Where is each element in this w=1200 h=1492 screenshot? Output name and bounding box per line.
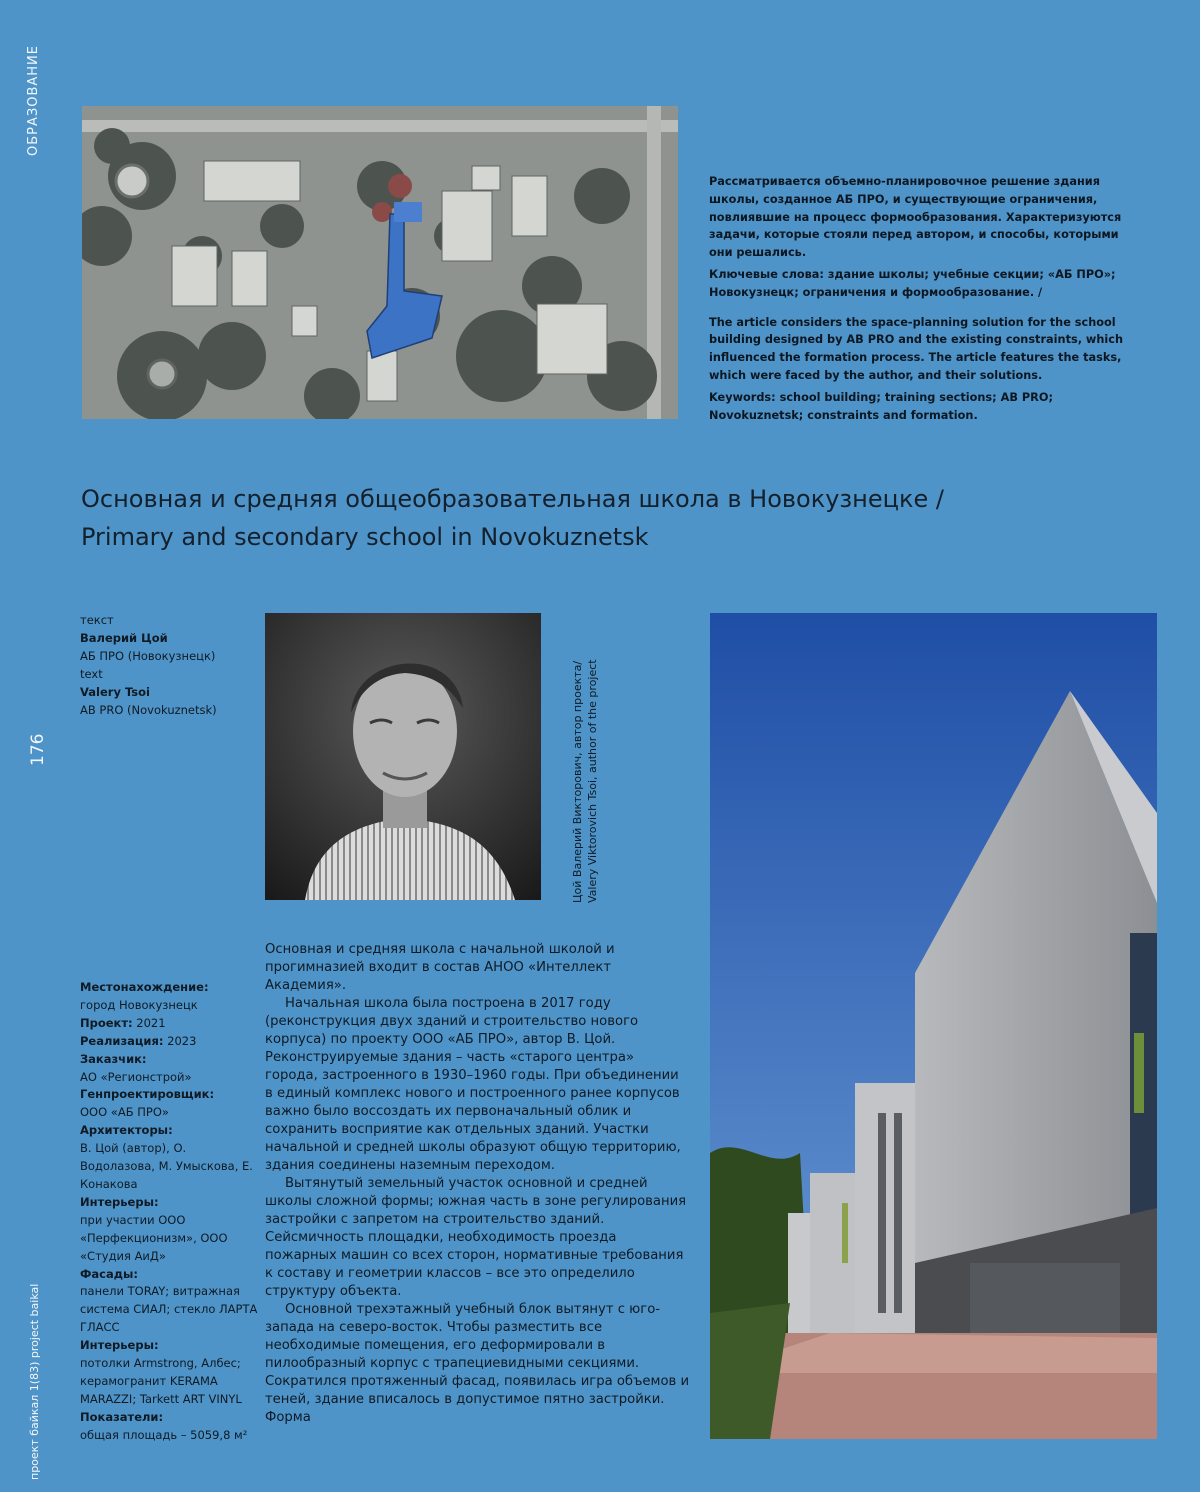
credits-text-label-en: text xyxy=(80,667,103,681)
body-paragraph: Основной трехэтажный учебный блок вытянут с юго-запада на северо-восток. Чтобы разместить все необходимые помещения, его деформировали в пилообразный корпус с трапециевидными секциями. Сократился протяженный фасад, появилась игра объемов и теней, здание вписалось в допустимое пятно застройки. Форма xyxy=(265,1302,690,1425)
fact-value: потолки Armstrong, Албес; керамогранит KERAMA MARAZZI; Tarkett ART VINYL xyxy=(80,1356,242,1406)
section-label: ОБРАЗОВАНИЕ xyxy=(26,45,41,156)
body-paragraph: Вытянутый земельный участок основной и средней школы сложной формы; южная часть в зоне регулирования застройки с запретом на строительство зданий. Сейсмичность площадки, необходимость проезда пожарных машин со всех сторон, нормативные требования к составу и геометрии классов – все это определило структуру объекта. xyxy=(265,1176,687,1299)
fact-item: Проект: 2021 xyxy=(80,1015,166,1030)
body-paragraph: Основная и средняя школа с начальной школой и прогимназией входит в состав АНОО «Интеллект Академия». xyxy=(265,942,615,993)
fact-item: Местонахождение: xyxy=(80,980,209,994)
credits-author-ru: Валерий Цой xyxy=(80,631,168,645)
portrait-caption-ru: Цой Валерий Викторович, автор проекта/ xyxy=(571,660,584,903)
aerial-photo xyxy=(82,106,678,419)
body-paragraph: Начальная школа была построена в 2017 году (реконструкция двух зданий и строительство нового корпуса) по проекту ООО «АБ ПРО», автор В. Цой. Реконструируемые здания – часть «старого центра» города, застроенного в 1930–1960 годы. При объединении в единый комплекс нового и построенного ранее корпусов важно было воссоздать их первоначальный облик и сохранить восприятие как отдельных зданий. Участки начальной и средней школы образуют общую территорию, здания соединены наземным переходом. xyxy=(265,996,681,1173)
fact-item: Реализация: 2023 xyxy=(80,1033,197,1048)
fact-item: Фасады: xyxy=(80,1266,139,1281)
author-portrait xyxy=(265,613,541,900)
fact-item: Показатели: xyxy=(80,1409,164,1424)
fact-value: при участии ООО «Перфекционизм», ООО «Студия АиД» xyxy=(80,1212,228,1263)
fact-item: Генпроектировщик: xyxy=(80,1087,215,1102)
article-title-ru: Основная и средняя общеобразовательная школа в Новокузнецке / xyxy=(81,485,944,513)
magazine-issue: проект байкал 1(83) project baikal xyxy=(28,1283,41,1480)
abstract xyxy=(709,173,1139,428)
project-facts xyxy=(80,979,260,1445)
fact-value: В. Цой (автор), О. Водолазова, М. Умыскова, Е. Конакова xyxy=(80,1141,253,1191)
abstract-en: The article considers the space-planning solution for the school building designed by AB PRO and the existing constraints, which influenced the formation process. The article features the tasks, which were faced by the author, and their solutions. xyxy=(709,315,1124,382)
page-number: 176 xyxy=(28,733,48,766)
credits-org-en: AB PRO (Novokuznetsk) xyxy=(80,703,217,717)
portrait-caption-en: Valery Viktorovich Tsoi, author of the project xyxy=(586,659,599,903)
abstract-ru: Рассматривается объемно-планировочное решение здания школы, созданное АБ ПРО, и существующие ограничения, повлиявшие на процесс формообразования. Характеризуются задачи, которые стояли перед автором, и способы, которыми они решались. xyxy=(709,175,1122,260)
fact-value: город Новокузнецк xyxy=(80,997,198,1012)
credits-author-en: Valery Tsoi xyxy=(80,685,150,699)
credits-text-label-ru: текст xyxy=(80,613,114,627)
fact-item: Архитекторы: xyxy=(80,1123,173,1138)
portrait-caption xyxy=(570,659,600,903)
article-title-en: Primary and secondary school in Novokuznetsk xyxy=(81,523,649,551)
fact-item: Заказчик: xyxy=(80,1051,147,1066)
article-title xyxy=(81,480,1081,556)
fact-value: общая площадь – 5059,8 м² xyxy=(80,1427,248,1442)
credits xyxy=(80,611,255,719)
article-body xyxy=(265,941,690,1427)
fact-value: панели TORAY; витражная система СИАЛ; стекло ЛАРТА ГЛАСС xyxy=(80,1284,258,1335)
abstract-ru-keywords: Ключевые слова: здание школы; учебные секции; «АБ ПРО»; Новокузнецк; ограничения и формообразование. / xyxy=(709,267,1116,299)
fact-value: АО «Регионстрой» xyxy=(80,1069,192,1084)
fact-value: ООО «АБ ПРО» xyxy=(80,1105,169,1120)
building-photo xyxy=(710,613,1157,1439)
fact-item: Интерьеры: xyxy=(80,1338,159,1353)
abstract-en-keywords: Keywords: school building; training sections; AB PRO; Novokuznetsk; constraints and formation. xyxy=(709,390,1053,422)
fact-item: Интерьеры: xyxy=(80,1194,159,1209)
credits-org-ru: АБ ПРО (Новокузнецк) xyxy=(80,649,216,663)
